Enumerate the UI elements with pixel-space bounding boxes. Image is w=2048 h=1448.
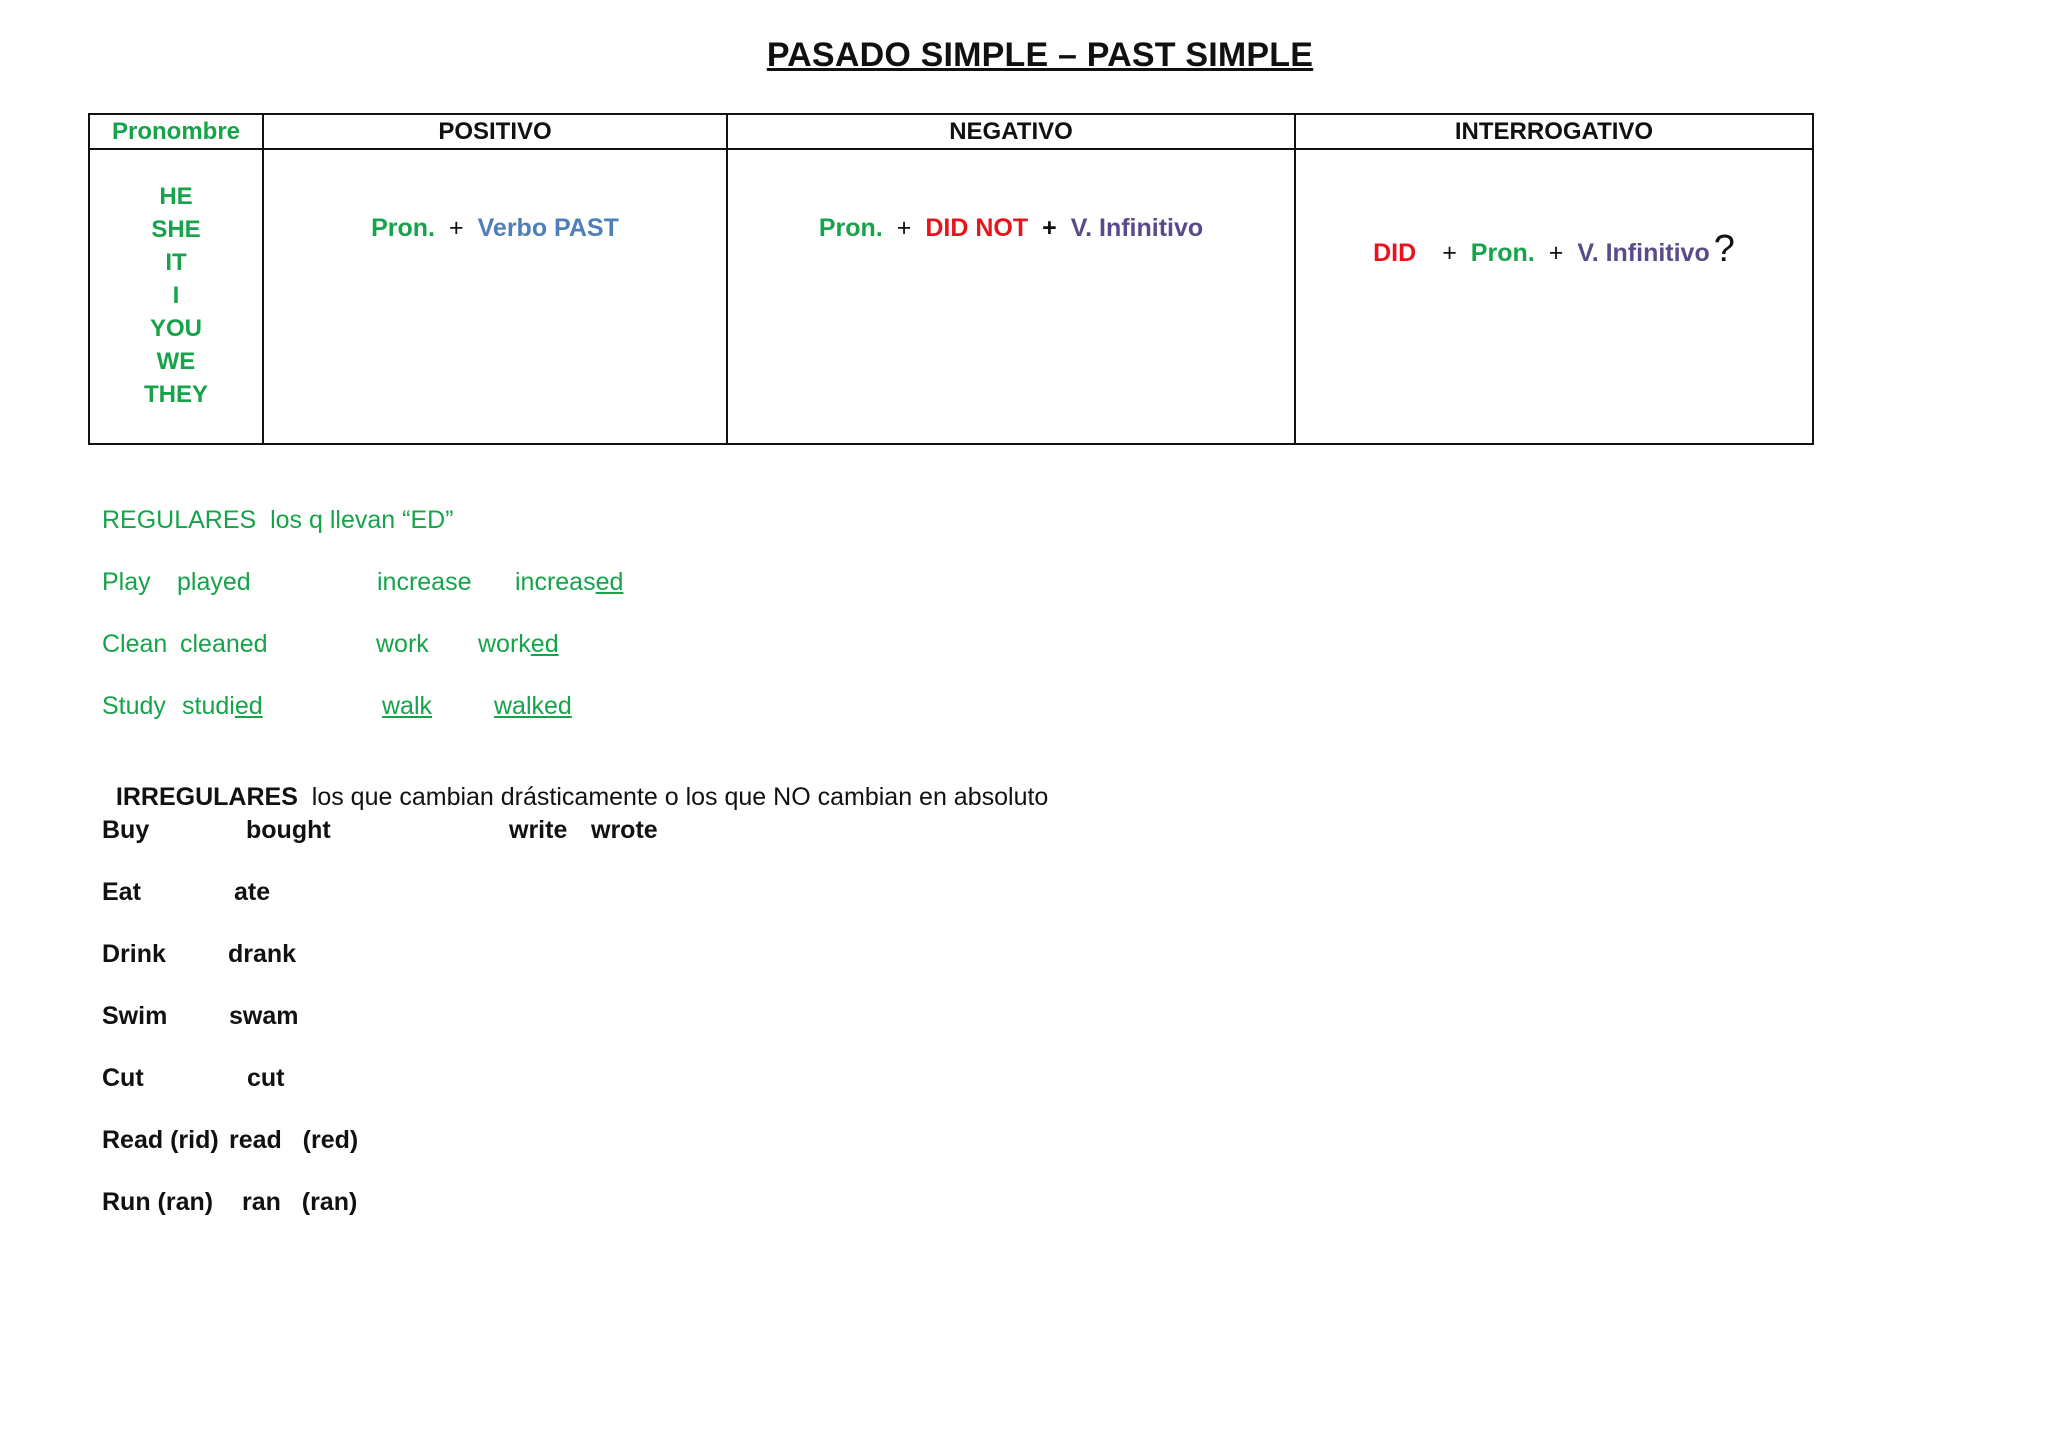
verb-past [478,630,559,659]
formula-plus: + [1042,214,1057,242]
verb-past: bought [246,816,331,844]
verb-suffix: ed [234,692,263,720]
question-mark: ? [1713,228,1735,270]
formula-plus: + [449,214,464,242]
verb-base: Clean [102,630,168,658]
negativo-formula [728,150,1294,243]
pronoun-item: SHE [151,216,201,243]
negativo-cell [727,149,1295,444]
verb-past: swam [229,1002,299,1030]
verb-past: cut [247,1064,285,1092]
formula-did: DID [1373,239,1417,267]
verb-base: write [509,816,568,844]
verb-stem: work [478,630,531,658]
page-title: PASADO SIMPLE – PAST SIMPLE [766,36,1314,74]
verb-past: ate [234,878,271,906]
verb-base: Read (rid) [102,1126,219,1154]
verb-past [515,568,623,597]
formula-plus: + [1442,239,1457,267]
verb-stem: studi [182,692,235,720]
verb-base: Buy [102,816,150,844]
verb-past: ran (ran) [242,1188,358,1216]
irregulares-heading: IRREGULARES [115,783,298,811]
verb-base: Study [102,692,166,720]
pronoun-item: IT [165,249,187,276]
verb-suffix: ed [595,568,624,596]
table-body-row [89,149,1813,444]
verb-base: Play [102,568,151,596]
formula-plus: + [1548,239,1564,267]
verb-base: walk [382,692,433,720]
verb-stem: increas [515,568,596,596]
table-header-row [89,114,1813,149]
irregulares-note: los que cambian drásticamente o los que NO cambian en absoluto [311,783,1049,811]
formula-infinitive: V. Infinitivo [1577,239,1710,267]
verb-past: cleaned [180,630,268,658]
positivo-cell [263,149,727,444]
interrogativo-formula [1296,150,1812,271]
regulares-heading: REGULARES los q llevan “ED” [102,506,454,534]
verb-base: increase [377,568,472,596]
verb-base: Eat [102,878,141,906]
verb-suffix: ed [530,630,559,658]
pronoun-cell [89,149,263,444]
verb-base: Run (ran) [102,1188,214,1216]
formula-pron: Pron. [371,214,436,242]
verb-past: drank [228,940,297,968]
formula-pron: Pron. [1470,239,1535,267]
header-pronombre: Pronombre [89,114,263,149]
verb-base: Cut [102,1064,144,1092]
verb-base: Drink [102,940,166,968]
formula-pron: Pron. [818,214,883,242]
pronoun-item: HE [159,183,193,210]
verb-base: work [376,630,429,658]
verb-past: walked [494,692,572,720]
pronoun-item: WE [156,348,196,375]
formula-verb-past: Verbo PAST [477,214,619,242]
pronoun-item: YOU [149,315,202,342]
conjugation-table [88,113,1814,445]
pronoun-list [90,150,262,411]
pronoun-item: THEY [143,381,208,408]
irregulares-heading-line [102,754,1048,812]
formula-infinitive: V. Infinitivo [1070,214,1204,242]
header-positivo: POSITIVO [263,114,727,149]
pronoun-item: I [172,282,180,309]
positivo-formula [264,150,726,243]
verb-past: played [177,568,251,596]
header-interrogativo: INTERROGATIVO [1295,114,1813,149]
formula-did-not: DID NOT [925,214,1029,242]
verb-base: Swim [102,1002,168,1030]
verb-past [182,692,375,721]
header-negativo: NEGATIVO [727,114,1295,149]
interrogativo-cell [1295,149,1813,444]
verb-past: wrote [591,816,658,844]
formula-plus: + [896,214,912,242]
verb-past: read (red) [229,1126,359,1154]
